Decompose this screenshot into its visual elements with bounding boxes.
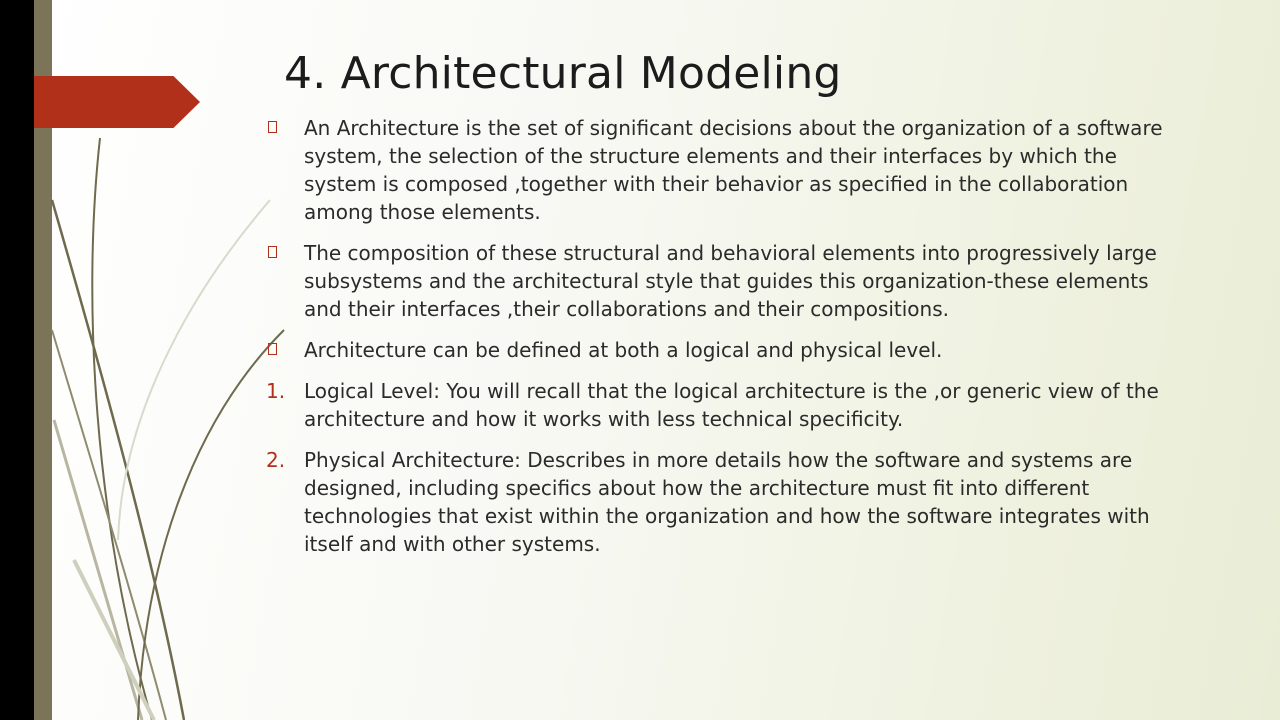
bullet-item: [266, 336, 1186, 364]
numbered-item: [266, 446, 1186, 558]
title-accent-tab: [34, 76, 200, 128]
numbered-item-text: Physical Architecture: Describes in more details how the software and systems are designed, including specifics about how the architecture must fit into different technologies that exist within the organization and how the software integrates with itself and with other systems.: [304, 448, 1150, 556]
numbered-item: [266, 377, 1186, 433]
bullet-text: An Architecture is the set of significant decisions about the organization of a software system, the selection of the structure elements and their interfaces by which the system is composed ,together with their behavior as specified in the collaboration among those elements.: [304, 116, 1163, 224]
bullet-item: [266, 114, 1186, 226]
bullet-item: [266, 239, 1186, 323]
presentation-slide: [34, 0, 1280, 720]
numbered-item-text: Logical Level: You will recall that the logical architecture is the ,or generic view of the architecture and how it works with less technical specificity.: [304, 379, 1159, 431]
bullet-marker-icon: [268, 343, 277, 355]
item-number: 2.: [266, 448, 286, 472]
bullet-marker-icon: [268, 121, 277, 133]
slide-title: 4. Architectural Modeling: [284, 48, 842, 99]
bullet-text: Architecture can be defined at both a logical and physical level.: [304, 338, 943, 362]
bullet-text: The composition of these structural and behavioral elements into progressively large subsystems and the architectural style that guides this organization-these elements and their interfaces ,their collaborations and their compositions.: [304, 241, 1157, 321]
item-number: 1.: [266, 379, 286, 403]
bullet-marker-icon: [268, 246, 277, 258]
bullet-list: [266, 114, 1186, 571]
